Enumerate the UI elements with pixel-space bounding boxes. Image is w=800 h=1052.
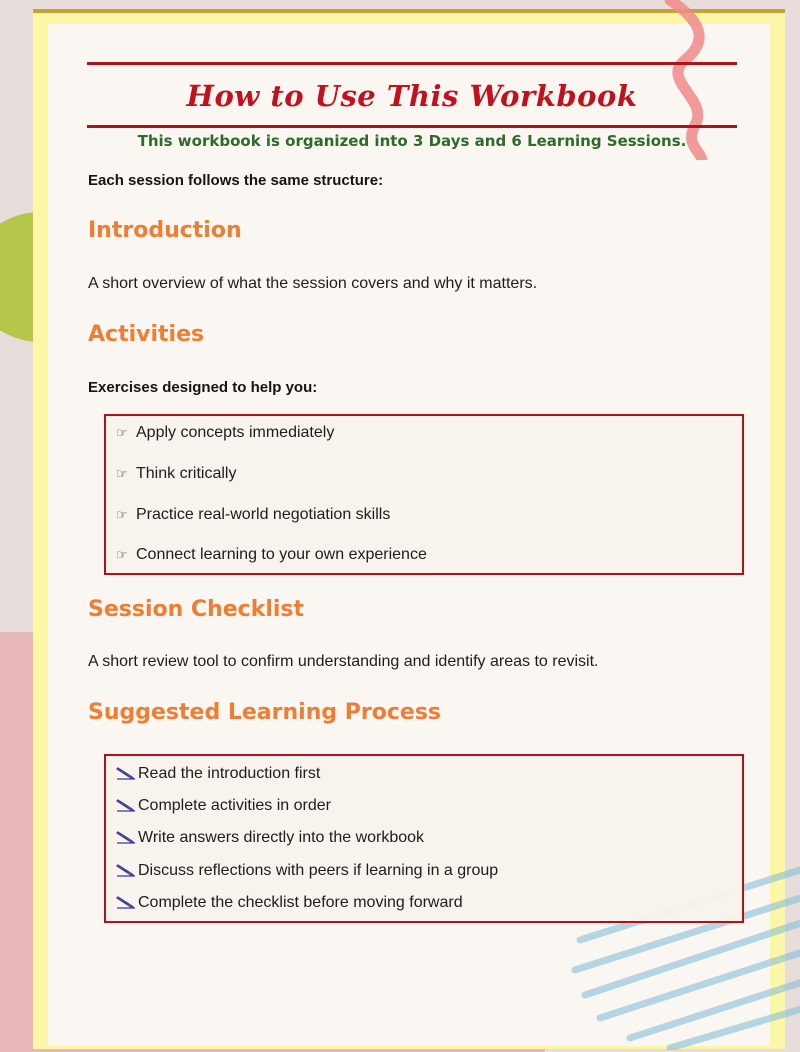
list-item: ☞ Connect learning to your own experience bbox=[116, 546, 427, 563]
heading-learning-process: Suggested Learning Process bbox=[88, 700, 442, 725]
pointing-hand-icon: ☞ bbox=[116, 466, 128, 481]
list-item: ☞ Apply concepts immediately bbox=[116, 424, 335, 441]
pen-icon bbox=[116, 798, 138, 817]
checklist-text: A short review tool to confirm understanding and identify areas to revisit. bbox=[88, 653, 599, 670]
pen-icon bbox=[116, 895, 138, 914]
list-item: Complete the checklist before moving forward bbox=[116, 894, 463, 914]
page-subtitle: This workbook is organized into 3 Days and 6 Learning Sessions. bbox=[137, 132, 687, 150]
pen-icon bbox=[116, 766, 138, 785]
pen-icon bbox=[116, 830, 138, 849]
structure-intro: Each session follows the same structure: bbox=[88, 172, 384, 189]
list-item: Write answers directly into the workbook bbox=[116, 829, 424, 849]
title-banner bbox=[87, 62, 737, 128]
activities-box bbox=[104, 414, 744, 575]
pointing-hand-icon: ☞ bbox=[116, 507, 128, 522]
list-item: Complete activities in order bbox=[116, 797, 331, 817]
activities-lead: Exercises designed to help you: bbox=[88, 379, 318, 396]
list-item: ☞ Think critically bbox=[116, 465, 237, 482]
list-item: ☞ Practice real-world negotiation skills bbox=[116, 506, 391, 523]
page-title: How to Use This Workbook bbox=[186, 79, 638, 113]
introduction-text: A short overview of what the session covers and why it matters. bbox=[88, 275, 538, 292]
list-item: Discuss reflections with peers if learning in a group bbox=[116, 862, 498, 882]
heading-activities: Activities bbox=[88, 322, 205, 347]
list-item: Read the introduction first bbox=[116, 765, 320, 785]
pen-icon bbox=[116, 863, 138, 882]
pointing-hand-icon: ☞ bbox=[116, 547, 128, 562]
pointing-hand-icon: ☞ bbox=[116, 425, 128, 440]
heading-session-checklist: Session Checklist bbox=[88, 597, 305, 622]
heading-introduction: Introduction bbox=[88, 218, 242, 243]
process-box bbox=[104, 754, 744, 923]
